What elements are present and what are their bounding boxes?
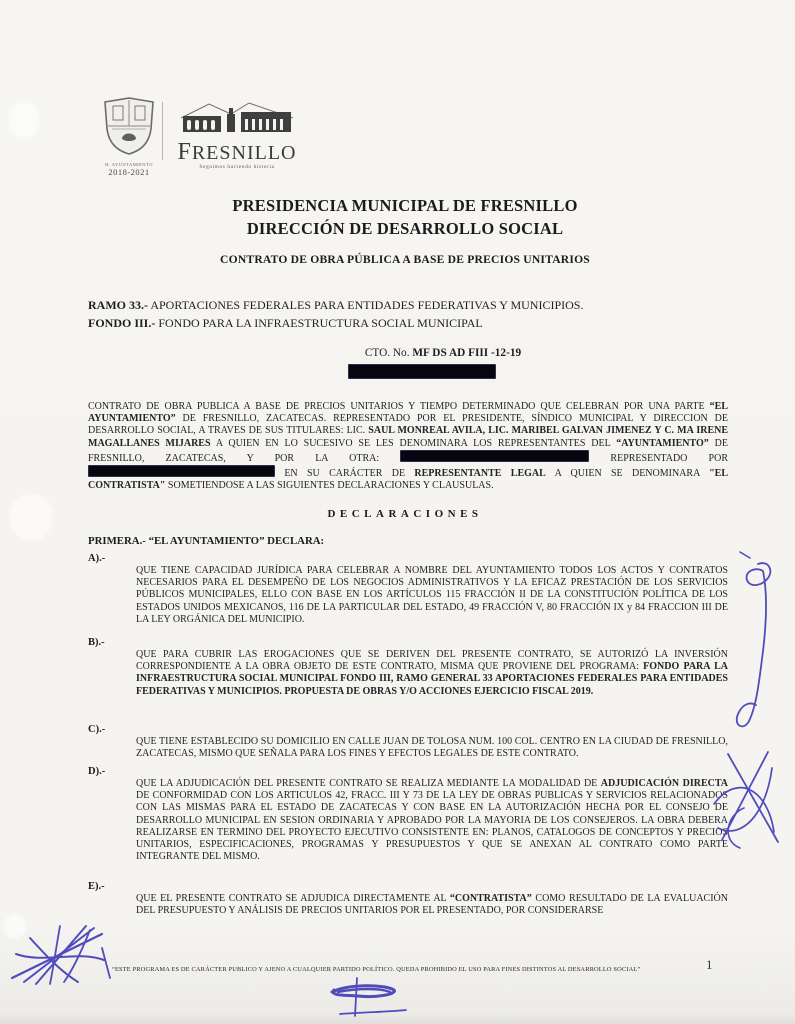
signature-ink-margin-flourish xyxy=(712,548,782,758)
title-line-2: DIRECCIÓN DE DESARROLLO SOCIAL xyxy=(246,219,564,238)
text-run: A QUIEN EN LO SUCESIVO SE LES DENOMINARA LOS REPRESENTANTES DEL xyxy=(210,437,617,449)
declaraciones-heading: DECLARACIONES xyxy=(327,508,483,520)
text-run: SOMETIENDOSE A LAS SIGUIENTES DECLARACIONES Y CLAUSULAS. xyxy=(165,480,494,492)
clause-label: A).- xyxy=(88,553,106,564)
document-title xyxy=(60,194,750,240)
text-run: QUE EL PRESENTE CONTRATO SE ADJUDICA DIRECTAMENTE AL xyxy=(136,893,450,904)
fresnillo-logo xyxy=(174,100,300,170)
program-block xyxy=(88,297,738,332)
brand-tagline: Seguimos haciendo historia xyxy=(199,164,275,170)
text-run: A QUIEN SE DENOMINARA xyxy=(545,468,710,480)
signature-ink-margin-scribble xyxy=(708,742,790,854)
text-run: DE FRESNILLO, ZACATECAS, Y POR LA OTRA: xyxy=(88,437,728,464)
clause-b xyxy=(88,637,728,698)
clause-text xyxy=(136,778,728,863)
text-run: DE FRESNILLO, ZACATECAS. REPRESENTADO POR EL PRESIDENTE, SÍNDICO MUNICIPAL Y DIRECCION DE DESARROLLO SOCIAL, A TRAVES DE SUS TITULARES: LIC. xyxy=(88,413,728,437)
contract-number-line xyxy=(298,347,588,359)
text-run: APORTACIONES FEDERALES PARA ENTIDADES FEDERATIVAS Y MUNICIPIOS. xyxy=(148,298,584,312)
text-run: “EL AYUNTAMIENTO” xyxy=(88,401,728,425)
fresnillo-skyline-icon xyxy=(179,100,295,136)
brand-name: FRESNILLO xyxy=(177,139,297,165)
crest-org-label: H. AYUNTAMIENTO xyxy=(105,162,153,167)
clause-d xyxy=(88,766,728,863)
fondo-line xyxy=(88,315,738,333)
text-run: “AYUNTAMIENTO” xyxy=(616,437,709,449)
text-run: REPRESENTADO POR xyxy=(589,452,728,464)
text-run: “CONTRATISTA” xyxy=(449,893,532,904)
signature-ink-bottom-left xyxy=(4,920,126,990)
hole-punch-mark xyxy=(8,492,54,542)
clause-a xyxy=(88,553,728,626)
clause-text xyxy=(136,736,728,760)
clause-text xyxy=(136,565,728,626)
clause-label: D).- xyxy=(88,766,106,777)
text-run: "EL CONTRATISTA" xyxy=(88,468,728,492)
clause-c xyxy=(88,724,728,760)
crest-period-label: 2018-2021 xyxy=(108,167,150,177)
text-run: QUE TIENE CAPACIDAD JURÍDICA PARA CELEBRAR A NOMBRE DEL AYUNTAMIENTO TODOS LOS ACTOS Y CONTRATOS NECESARIOS PARA EL DESEMPEÑO DE LOS NEGOCIOS ADMINISTRATIVOS Y LA EFICAZ PRESTACIÓN DE LOS SERVICIOS PÚBLICOS MUNICIPALES, ELLO CON BASE EN LOS ARTÍCULOS 115 FRACCIÓN II DE LA CONSTITUCIÓN POLÍTICA DE LOS ESTADOS UNIDOS MEXICANOS, 116 DE LA PARTICULAR DEL ESTADO, 49 FRACCIÓN V, 80 FRACCIÓN IX y 84 FRACCION III DE LA LEY ORGÁNICA DEL MUNICIPIO. xyxy=(136,565,728,625)
clause-label: E).- xyxy=(88,881,105,892)
text-run: SAUL MONREAL AVILA, LIC. MARIBEL GALVAN JIMENEZ Y C. MA IRENE MAGALLANES MIJARES xyxy=(88,425,728,449)
intro-paragraph xyxy=(88,401,728,492)
text-run: FONDO PARA LA INFRAESTRUCTURA SOCIAL MUNICIPAL FONDO III, RAMO GENERAL 33 APORTACIONES FEDERALES PARA ENTIDADES FEDERATIVAS Y MUNICIPIOS. PROPUESTA DE OBRAS Y/O ACCIONES EJERCICIO FISCAL 2019. xyxy=(136,661,728,697)
clause-text xyxy=(136,893,728,917)
text-run: CTO. No. xyxy=(364,347,413,359)
ramo-line xyxy=(88,297,738,315)
clause-e xyxy=(88,881,728,917)
text-run: QUE TIENE ESTABLECIDO SU DOMICILIO EN CALLE JUAN DE TOLOSA NUM. 100 COL. CENTRO EN LA CIUDAD DE FRESNILLO, ZACATECAS, MISMO QUE SEÑALA PARA LOS FINES Y EFECTOS LEGALES DE ESTE CONTRATO. xyxy=(136,736,728,760)
text-run: FONDO III.- xyxy=(88,315,156,330)
text-run: ADJUDICACIÓN DIRECTA xyxy=(600,778,728,789)
text-run: EN SU CARÁCTER DE xyxy=(275,468,415,480)
text-run: MF DS AD FIII -12-19 xyxy=(412,347,522,359)
footer-disclaimer: “ESTE PROGRAMA ES DE CARÁCTER PUBLICO Y AJENO A CUALQUIER PARTIDO POLÍTICO. QUEDA PROHIBIDO EL USO PARA FINES DISTINTOS AL DESARROLLO SOCIAL” xyxy=(112,966,641,973)
text-run: CONTRATO DE OBRA PUBLICA A BASE DE PRECIOS UNITARIOS Y TIEMPO DETERMINADO QUE CELEBRAN POR UNA PARTE xyxy=(88,401,710,412)
text-run: REPRESENTANTE LEGAL xyxy=(414,468,546,480)
signature-ink-bottom-center xyxy=(318,974,418,1022)
redaction-bar xyxy=(348,364,496,379)
clause-label: C).- xyxy=(88,724,106,735)
crest-shield-icon xyxy=(102,96,156,156)
primera-heading: PRIMERA.- “EL AYUNTAMIENTO” DECLARA: xyxy=(88,535,325,547)
redaction-bar xyxy=(88,465,275,477)
clause-text xyxy=(136,649,728,698)
text-run: DE CONFORMIDAD CON LOS ARTICULOS 42, FRACC. III Y 73 DE LA LEY DE OBRAS PUBLICAS Y SERVICIOS RELACIONADOS CON LAS MISMAS PARA EL ESTADO DE ZACATECAS Y CON BASE EN LA AUTORIZACIÓN HECHA POR EL CONSEJO DE DESARROLLO MUNICIPAL EN SESION ORDINARIA Y APROBADO POR LA MAYORIA DE LOS CONSEJEROS. LA OBRA DEBERA REALIZARSE EN TERMINO DEL PROYECTO EJECUTIVO CONSISTENTE EN: PLANOS, CATALOGOS DE CONCEPTOS Y PRECIOS UNITARIOS, ESPECIFICACIONES, PROGRAMAS Y PRESUPUESTOS Y QUE SE ANEXAN AL CONTRATO COMO PARTE INTEGRANTE DEL MISMO. xyxy=(136,790,728,863)
text-run: FONDO PARA LA INFRAESTRUCTURA SOCIAL MUNICIPAL xyxy=(155,315,483,330)
title-line-1: PRESIDENCIA MUNICIPAL DE FRESNILLO xyxy=(232,196,578,215)
text-run: COMO RESULTADO DE LA EVALUACIÓN DEL PRESUPUESTO Y ANÁLISIS DE PRECIOS UNITARIOS POR EL PRESENTADO, POR CONSIDERARSE xyxy=(136,893,728,917)
text-run: QUE LA ADJUDICACIÓN DEL PRESENTE CONTRATO SE REALIZA MEDIANTE LA MODALIDAD DE xyxy=(136,778,601,789)
municipal-crest-logo xyxy=(98,96,160,177)
hole-punch-mark xyxy=(6,100,42,140)
logo-divider xyxy=(162,102,163,160)
text-run: QUE PARA CUBRIR LAS EROGACIONES QUE SE DERIVEN DEL PRESENTE CONTRATO, SE AUTORIZÓ LA INVERSIÓN CORRESPONDIENTE A LA OBRA OBJETO DE ESTE CONTRATO, MISMA QUE PROVIENE DEL PROGRAMA: xyxy=(136,649,728,673)
document-subtitle: CONTRATO DE OBRA PÚBLICA A BASE DE PRECIOS UNITARIOS xyxy=(220,253,590,266)
clause-label: B).- xyxy=(88,637,105,648)
redaction-bar xyxy=(400,450,589,462)
page-number: 1 xyxy=(706,957,713,972)
text-run: RAMO 33.- xyxy=(88,298,148,312)
